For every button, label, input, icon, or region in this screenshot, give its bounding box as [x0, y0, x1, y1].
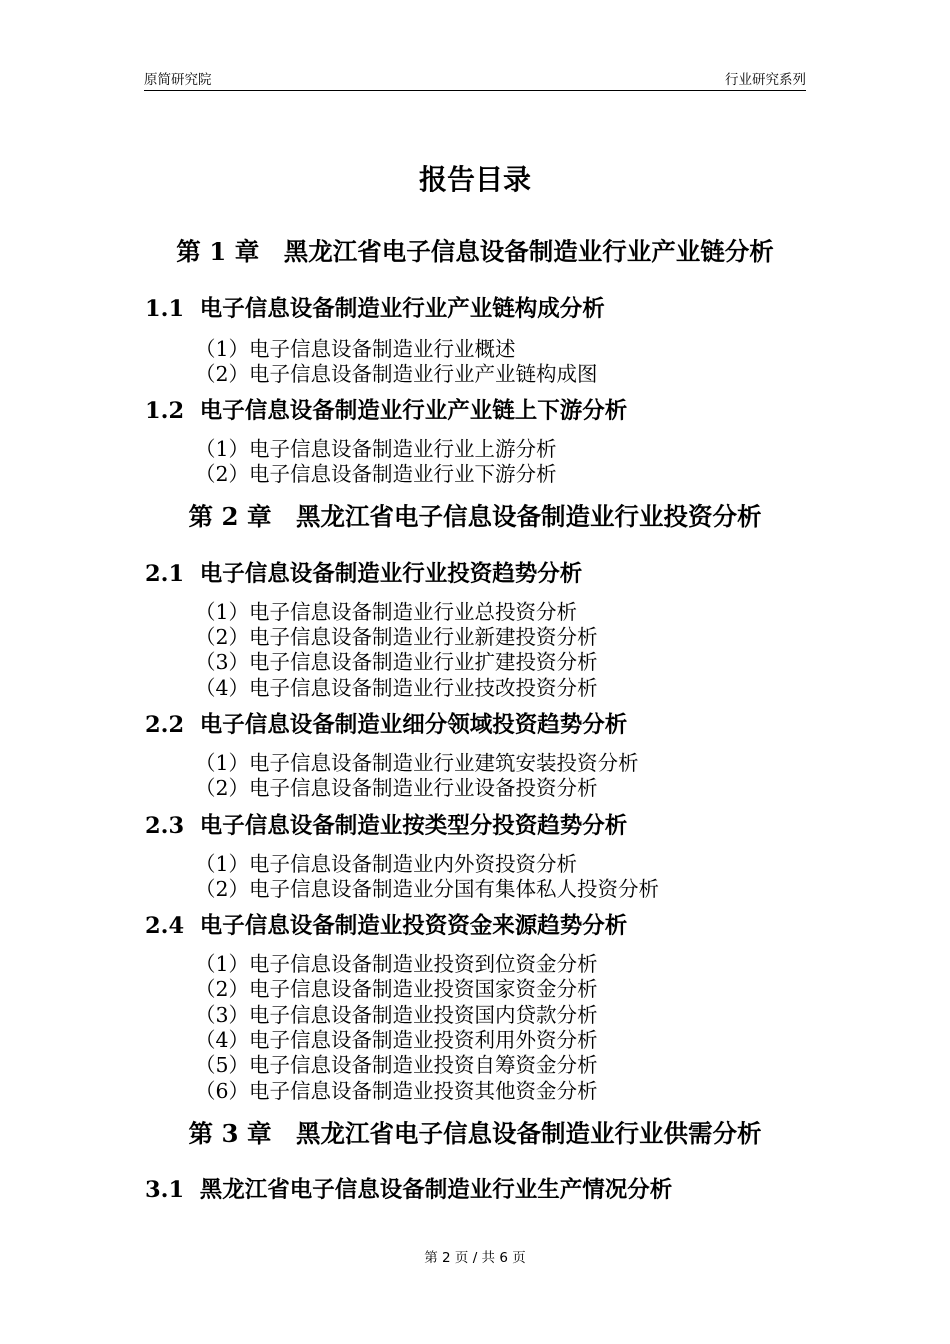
section-heading-3-1: 3.1 黑龙江省电子信息设备制造业行业生产情况分析 — [145, 1177, 673, 1203]
section-heading-2-1: 2.1 电子信息设备制造业行业投资趋势分析 — [145, 561, 583, 587]
section-heading-2-3: 2.3 电子信息设备制造业按类型分投资趋势分析 — [145, 813, 628, 839]
chapter-heading-3: 第 3 章 黑龙江省电子信息设备制造业行业供需分析 — [188, 1119, 762, 1148]
header-series-name: 行业研究系列 — [725, 72, 806, 88]
toc-item: （2）电子信息设备制造业投资国家资金分析 — [195, 977, 598, 1001]
toc-item: （2）电子信息设备制造业行业产业链构成图 — [195, 362, 598, 386]
section-heading-1-1: 1.1 电子信息设备制造业行业产业链构成分析 — [145, 296, 605, 322]
chapter-heading-2: 第 2 章 黑龙江省电子信息设备制造业行业投资分析 — [188, 502, 762, 531]
toc-item: （2）电子信息设备制造业行业新建投资分析 — [195, 625, 598, 649]
toc-item: （4）电子信息设备制造业投资利用外资分析 — [195, 1028, 598, 1052]
toc-item: （3）电子信息设备制造业投资国内贷款分析 — [195, 1003, 598, 1027]
section-heading-1-2: 1.2 电子信息设备制造业行业产业链上下游分析 — [145, 398, 628, 424]
toc-item: （1）电子信息设备制造业内外资投资分析 — [195, 852, 578, 876]
toc-item: （2）电子信息设备制造业分国有集体私人投资分析 — [195, 877, 660, 901]
toc-item: （1）电子信息设备制造业行业总投资分析 — [195, 600, 578, 624]
toc-item: （1）电子信息设备制造业行业概述 — [195, 337, 516, 361]
chapter-heading-1: 第 1 章 黑龙江省电子信息设备制造业行业产业链分析 — [176, 237, 774, 266]
toc-item: （1）电子信息设备制造业行业上游分析 — [195, 437, 557, 461]
toc-item: （1）电子信息设备制造业行业建筑安装投资分析 — [195, 751, 639, 775]
toc-item: （3）电子信息设备制造业行业扩建投资分析 — [195, 650, 598, 674]
page-title: 报告目录 — [418, 163, 531, 196]
toc-item: （2）电子信息设备制造业行业下游分析 — [195, 462, 557, 486]
toc-item: （6）电子信息设备制造业投资其他资金分析 — [195, 1079, 598, 1103]
section-heading-2-2: 2.2 电子信息设备制造业细分领域投资趋势分析 — [145, 712, 628, 738]
page-header — [144, 66, 806, 91]
section-heading-2-4: 2.4 电子信息设备制造业投资资金来源趋势分析 — [145, 913, 628, 939]
page-number-footer: 第 2 页 / 共 6 页 — [424, 1250, 526, 1266]
toc-item: （5）电子信息设备制造业投资自筹资金分析 — [195, 1053, 598, 1077]
toc-item: （2）电子信息设备制造业行业设备投资分析 — [195, 776, 598, 800]
toc-item: （1）电子信息设备制造业投资到位资金分析 — [195, 952, 598, 976]
header-org-name: 原简研究院 — [144, 72, 212, 88]
toc-item: （4）电子信息设备制造业行业技改投资分析 — [195, 676, 598, 700]
